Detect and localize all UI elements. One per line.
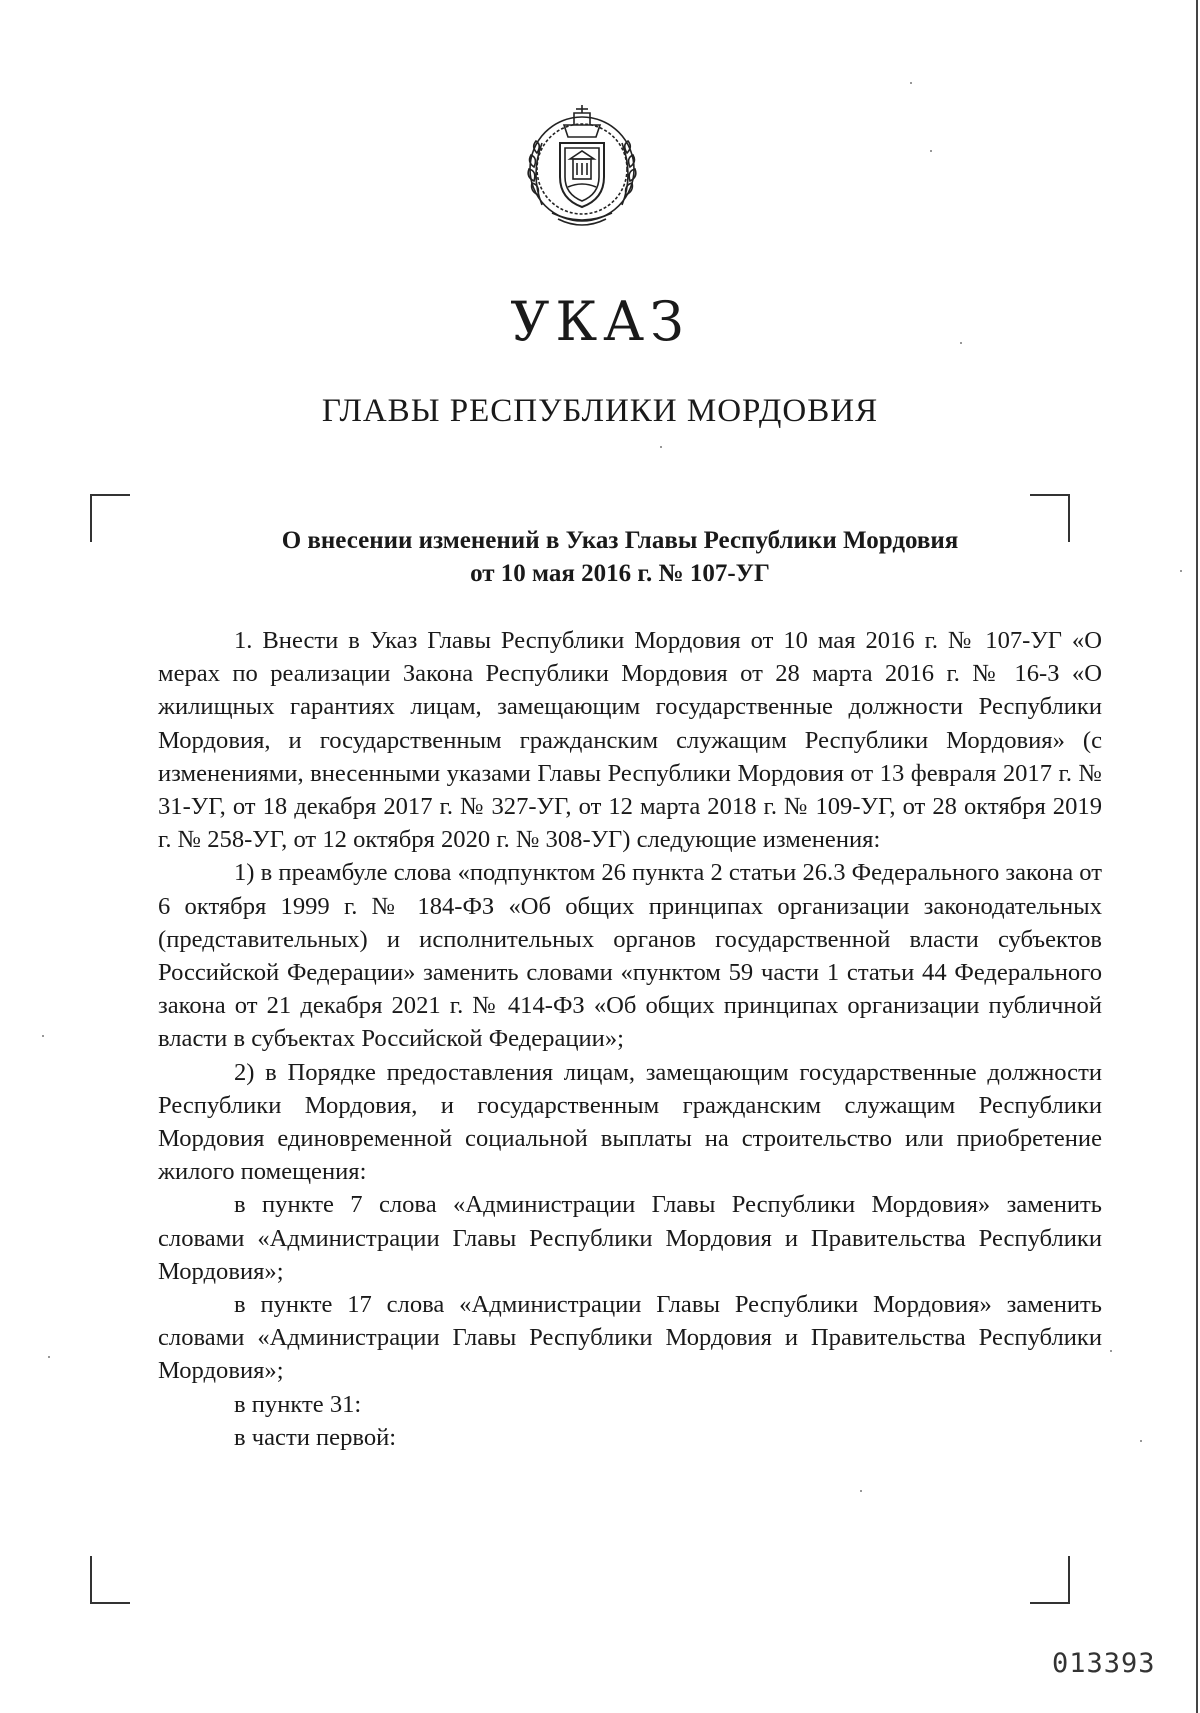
document-title bbox=[160, 524, 1080, 590]
scan-speck bbox=[660, 446, 662, 448]
document-title-line-1: О внесении изменений в Указ Главы Республики Мордовия bbox=[281, 527, 959, 554]
scan-edge-line bbox=[1196, 0, 1198, 1713]
scan-speck bbox=[930, 150, 932, 152]
corner-mark-top-left bbox=[90, 494, 130, 542]
paragraph-7: в части первой: bbox=[234, 1423, 397, 1451]
scan-speck bbox=[960, 342, 962, 344]
issuer-heading: ГЛАВЫ РЕСПУБЛИКИ МОРДОВИЯ bbox=[321, 393, 879, 429]
scan-speck bbox=[910, 82, 912, 84]
document-serial-number: 013393 bbox=[1052, 1648, 1156, 1679]
paragraph-2: 1) в преамбуле слова «подпунктом 26 пункта 2 статьи 26.3 Федерального закона от 6 октября 1999 г. № 184-ФЗ «Об общих принципах организации законодательных (представительных) и исполнительных органов государственной власти субъектов Российской Федерации» заменить словами «пунктом 59 части 1 статьи 44 Федерального закона от 21 декабря 2021 г. № 414-ФЗ «Об общих принципах организации публичной власти в субъектах Российской Федерации»; bbox=[158, 859, 1102, 1053]
scan-speck bbox=[860, 1490, 862, 1492]
paragraph-1: 1. Внести в Указ Главы Республики Мордовия от 10 мая 2016 г. № 107-УГ «О мерах по реализации Закона Республики Мордовия от 28 марта 2016 г. № 16-З «О жилищных гарантиях лицам, замещающим государственные должности Республики Мордовия, и государственным гражданским служащим Республики Мордовия» (с изменениями, внесенными указами Главы Республики Мордовия от 13 февраля 2017 г. № 31-УГ, от 18 декабря 2017 г. № 327-УГ, от 12 марта 2018 г. № 109-УГ, от 28 октября 2019 г. № 258-УГ, от 12 октября 2020 г. № 308-УГ) следующие изменения: bbox=[158, 627, 1102, 854]
document-type-heading: УКАЗ bbox=[510, 290, 690, 353]
paragraph-5: в пункте 17 слова «Администрации Главы Республики Мордовия» заменить словами «Администрации Главы Республики Мордовия и Правительства Республики Мордовия»; bbox=[158, 1291, 1102, 1385]
scan-speck bbox=[48, 1356, 50, 1358]
paragraph-3: 2) в Порядке предоставления лицам, замещающим государственные должности Республики Мордовия, и государственным гражданским служащим Республики Мордовия единовременной социальной выплаты на строительство или приобретение жилого помещения: bbox=[158, 1058, 1102, 1186]
document-title-line-2: от 10 мая 2016 г. № 107-УГ bbox=[470, 560, 770, 587]
paragraph-6: в пункте 31: bbox=[234, 1390, 362, 1418]
scan-speck bbox=[1180, 570, 1182, 572]
scan-speck bbox=[42, 1035, 44, 1037]
scan-speck bbox=[1110, 1350, 1112, 1352]
corner-mark-bottom-right bbox=[1030, 1556, 1070, 1604]
scan-speck bbox=[1140, 1440, 1142, 1442]
corner-mark-bottom-left bbox=[90, 1556, 130, 1604]
coat-of-arms-emblem bbox=[512, 95, 652, 235]
paragraph-4: в пункте 7 слова «Администрации Главы Республики Мордовия» заменить словами «Администрации Главы Республики Мордовия и Правительства Республики Мордовия»; bbox=[158, 1191, 1102, 1285]
document-body bbox=[158, 624, 1102, 1454]
